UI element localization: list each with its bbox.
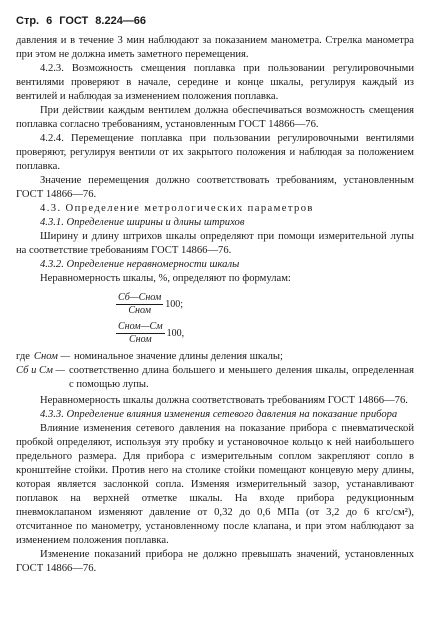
- paragraph-nonuniformity: Неравномерность шкалы должна соответствовать требованиям ГОСТ 14866—76.: [40, 395, 408, 406]
- paragraph-4-2-3: 4.2.3. Возможность смещения поплавка при пользовании регулировочными вентилями проверяют в начале, середине и конце шкалы, регулируя каждый из вентилей и наблюдая за изменением положения поплавка.: [16, 63, 414, 102]
- paragraph-readings-change: Изменение показаний прибора не должно превышать значений, установленных ГОСТ 14866—76.: [16, 549, 414, 574]
- definition-term-max-min: Сб и См —: [16, 365, 65, 376]
- definition-text-max-min: соответственно длина большего и меньшего деления шкалы, определенная с помощью лупы.: [68, 365, 414, 390]
- formula-block: [116, 292, 414, 346]
- paragraph-4-2-4: 4.2.4. Перемещение поплавка при пользовании регулировочными вентилями проверяют, регулируя вентили от их закрытого положения и наблюдая за положением поплавка.: [16, 133, 414, 172]
- formula-definitions: [16, 350, 414, 392]
- definition-max-min: [16, 364, 414, 392]
- formula-2: [116, 321, 414, 346]
- definition-lead: где: [16, 351, 30, 362]
- fraction-1-numerator: Сб—Сном: [118, 292, 162, 303]
- page-prefix: Стр.: [16, 15, 40, 27]
- formula-1-multiplier: 100;: [165, 298, 184, 310]
- fraction-2-numerator: Сном—См: [118, 321, 163, 332]
- page-header: [16, 14, 414, 34]
- fraction-2-denominator: Сном: [128, 334, 152, 345]
- paragraph-pressure-influence: Влияние изменения сетевого давления на показание прибора с пневматической пробкой определяют, используя эту пробку и установочное кольцо к ней наибольшего предельного размера. Для прибора с измерительным соплом закрепляют сопло в кронштейне стойки. Против него на столике стойки помещают концевую меру длины, которая является заслонкой сопла. Изменяя измерительный зазор, устанавливают поплавок на верхней отметке шкалы. На входе прибора редукционным пневмоклапаном изменяют давление от 0,32 до 0,6 МПа (от 3,2 до 6 кгс/см²), отсчитанное по манометру, установленному после клапана, и при этом наблюдают за изменением положения поплавка.: [16, 423, 414, 546]
- standard-label: ГОСТ: [59, 15, 89, 27]
- definition-term-nominal: Сном —: [33, 351, 70, 362]
- standard-number: 8.224—66: [95, 15, 147, 27]
- formula-1: [116, 292, 414, 317]
- document-page: [16, 14, 414, 576]
- paragraph-valves: При действии каждым вентилем должна обеспечиваться возможность смещения поплавка согласно требованиям, установленным ГОСТ 14866—76.: [16, 105, 414, 130]
- fraction-1: [116, 292, 163, 317]
- subsection-heading-4-3-3: 4.3.3. Определение влияния изменения сетевого давления на показание прибора: [40, 409, 398, 420]
- formula-2-multiplier: 100,: [166, 327, 185, 339]
- paragraph-displacement: Значение перемещения должно соответствовать требованиям, установленным ГОСТ 14866—76.: [16, 175, 414, 200]
- paragraph-formulas-intro: Неравномерность шкалы, %, определяют по формулам:: [40, 273, 291, 284]
- subsection-heading-4-3-2: 4.3.2. Определение неравномерности шкалы: [40, 259, 240, 270]
- paragraph-stroke-width: Ширину и длину штрихов шкалы определяют при помощи измерительной лупы на соответствие требованиям ГОСТ 14866—76.: [16, 231, 414, 256]
- fraction-1-denominator: Сном: [128, 305, 151, 316]
- definition-text-nominal: номинальное значение длины деления шкалы;: [73, 351, 283, 362]
- page-number: 6: [46, 15, 53, 27]
- section-heading-4-3: 4.3. Определение метрологических параметров: [40, 203, 314, 214]
- fraction-2: [116, 321, 165, 346]
- definition-nominal: [16, 350, 414, 364]
- paragraph-1: давления и в течение 3 мин наблюдают за показанием манометра. Стрелка манометра при этом не должна иметь заметного перемещения.: [16, 35, 414, 60]
- subsection-heading-4-3-1: 4.3.1. Определение ширины и длины штрихов: [40, 217, 245, 228]
